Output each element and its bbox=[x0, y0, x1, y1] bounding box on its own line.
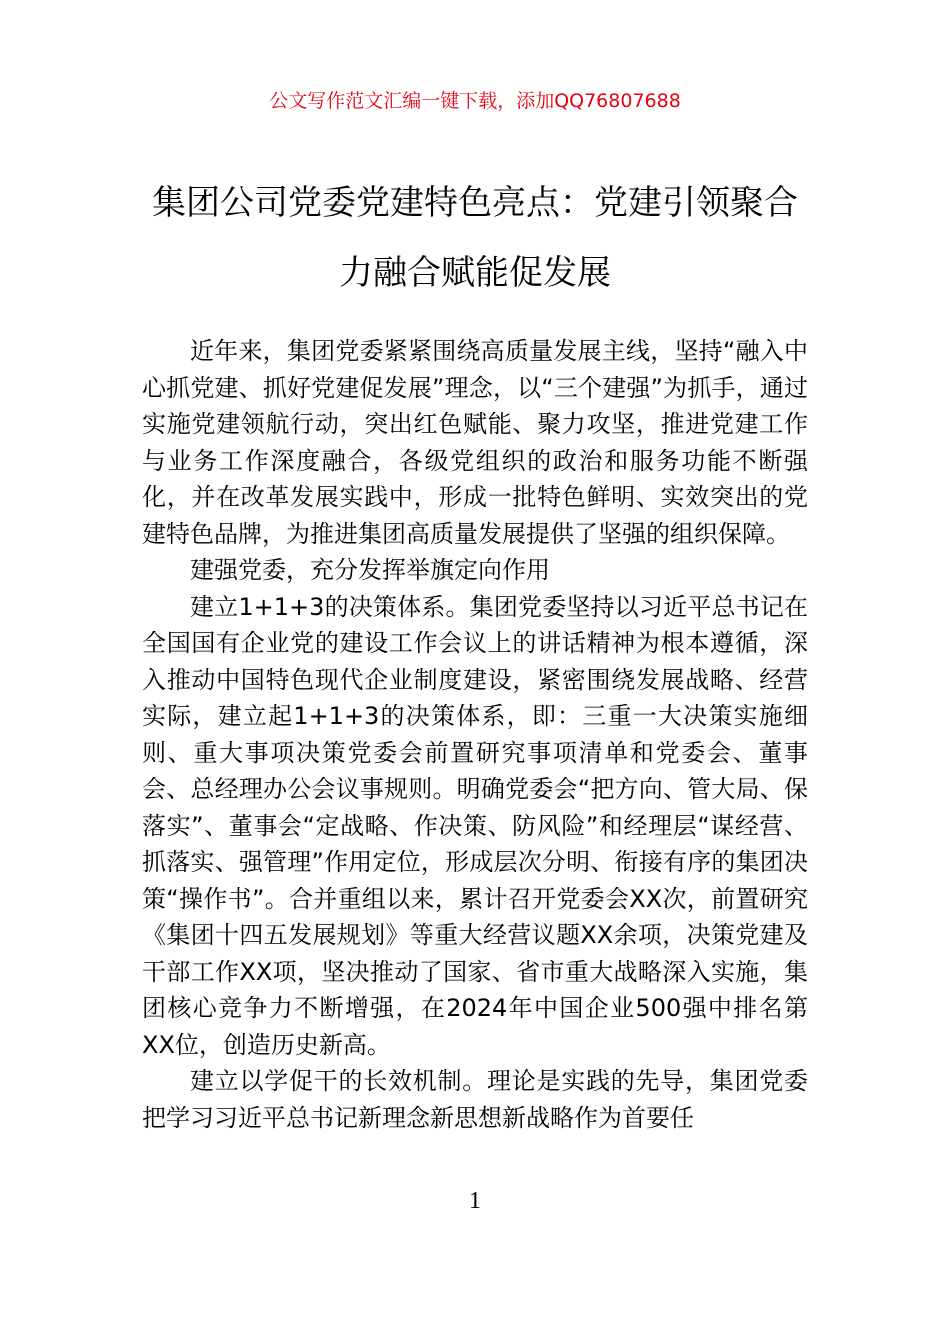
body-paragraph: 建立以学促干的长效机制。理论是实践的先导，集团党委把学习习近平总书记新理念新思想新战略作为首要任 bbox=[142, 1067, 808, 1132]
section-heading: 建强党委，充分发挥举旗定向作用 bbox=[190, 556, 550, 584]
body-paragraph: 建立1+1+3的决策体系。集团党委坚持以习近平总书记在全国国有企业党的建设工作会议上的讲话精神为根本遵循，深入推动中国特色现代企业制度建设，紧密围绕发展战略、经营实际，建立起1+1+3的决策体系，即：三重一大决策实施细则、重大事项决策党委会前置研究事项清单和党委会、董事会、总经理办公会议事规则。明确党委会“把方向、管大局、保落实”、董事会“定战略、作决策、防风险”和经理层“谋经营、抓落实、强管理”作用定位，形成层次分明、衔接有序的集团决策“操作书”。合并重组以来，累计召开党委会XX次，前置研究《集团十四五发展规划》等重大经营议题XX余项，决策党建及干部工作XX项，坚决推动了国家、省市重大战略深入实施，集团核心竞争力不断增强，在2024年中国企业500强中排名第XX位，创造历史新高。 bbox=[142, 592, 808, 1059]
intro-paragraph: 近年来，集团党委紧紧围绕高质量发展主线，坚持“融入中心抓党建、抓好党建促发展”理念，以“三个建强”为抓手，通过实施党建领航行动，突出红色赋能、聚力攻坚，推进党建工作与业务工作深度融合，各级党组织的政治和服务功能不断强化，并在改革发展实践中，形成一批特色鲜明、实效突出的党建特色品牌，为推进集团高质量发展提供了坚强的组织保障。 bbox=[142, 337, 808, 548]
header-download-note: 公文写作范文汇编一键下载，添加QQ76807688 bbox=[269, 90, 681, 112]
document-body bbox=[142, 333, 808, 1136]
document-title: 集团公司党委党建特色亮点：党建引领聚合力融合赋能促发展 bbox=[152, 183, 798, 293]
page-number: 1 bbox=[469, 1188, 481, 1214]
